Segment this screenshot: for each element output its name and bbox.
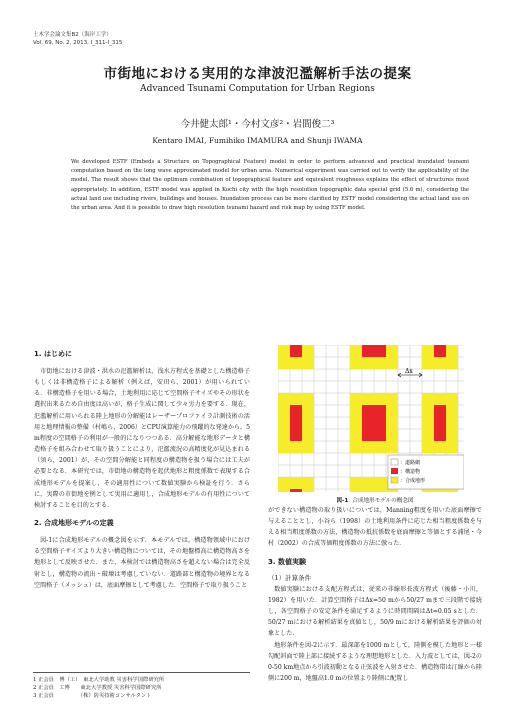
footnote-3: 3 正会員 （株）防災技術コンサルタント	[33, 693, 152, 699]
section-3-heading: 3. 数値実験	[268, 557, 306, 566]
dx-label: Δx	[405, 368, 413, 375]
figure-legend	[388, 455, 464, 489]
section-3-paragraph-1: 数値実験における支配方程式は，従来の非線形長波方程式（後藤・小川，1982）を用いた．計算空間格子はΔx=50 mから50/27 mまで三段階で接続し，各空間格子の安定条件を満足するように時間間隔はΔt=0.05 sとした．50/27 mにおける解析結果を真値とし，50/9 mにおける解析結果を評価の対象とした．	[268, 585, 482, 638]
section-3-subheading: （1）計算条件	[268, 573, 312, 582]
footnotes	[33, 676, 250, 700]
right-paragraph-continued: ができない構造物の取り扱いについては，Manning粗度を用いた底面摩擦で与えることとし，小谷ら（1998）の土地利用条件に応じた相当粗度係数を与える相当粗度係数の方法，構造物の抵抗係数を底面摩擦と等価とする浦尾・今村（2002）の合成等価粗度係数の方法に倣った．	[268, 507, 482, 548]
legend-road-swatch	[391, 459, 398, 465]
figure-1-diagram	[278, 345, 464, 492]
footnote-2: 2 正会員 工博 東北大学教授 災害科学国際研究所	[33, 685, 162, 691]
paper-title-ja: 市街地における実用的な津波氾濫解析手法の提案	[103, 66, 412, 82]
paper-title-en: Advanced Tsunami Computation for Urban Regions	[140, 84, 375, 94]
section-2-paragraph: 図-1に合成地形モデルの概念図を示す．本モデルでは，構造物領域中における空間格子サイズより大きい構造物については，その地盤標高に構造物高さを地形として反映させた．また，本検討では構造物高さを超えない場合は完全反射とし，構造物の流出・破壊は考慮していない．道路部と構造物の境界となる空間格子（メッシュ）は，底面摩擦として考慮した．空間格子で取り扱うこと	[34, 537, 250, 589]
legend-composite: ：合成地形	[400, 478, 426, 484]
abstract: We developed ESTF (Embeds a Structure on Topographical Feature) model in order to perform advanced and practical inundated tsunami computation based on the long wave approximated model for urban area. Numerical experiment was carried out to verify the applicability of the model. The result shows that the optimum combination of topographical feature and equivalent roughness explains the effect of structures most appropriately. In addition, ESTF model was applied in Kochi city with the high resolution topographic data special grid (5.6 m), considering the actual land use including rivers, buildings and houses. Inundation process can be more clarified by ESTF model considering the actual land use on the urban area. And it is possible to draw high resolution tsunami hazard and risk map by using ESTF model.	[71, 159, 469, 212]
journal-header	[33, 31, 122, 47]
left-column	[34, 346, 250, 591]
section-1-heading: 1. はじめに	[34, 350, 72, 358]
legend-building: ：構造物	[400, 469, 421, 475]
right-column	[268, 505, 482, 684]
authors-en: Kentaro IMAI, Fumihiko IMAMURA and Shunji IWAMA	[152, 136, 363, 145]
section-3-paragraph-2: 地形条件を図-2に示す．最深部を1000 mとして，陸側を模した地形と一様勾配斜面で陸上部に接続するような理想地形とした．入力波としては，図-2の0-50 km地点から引波初動となる正弦波を入射させた．構造物帯は汀線から陸側に200 m，地盤高1.0 mの位置より陸側に配置し	[268, 641, 483, 683]
footnote-rule	[33, 672, 250, 673]
journal-name: 土木学会論文集B2（海岸工学）	[33, 32, 112, 38]
figure-label: 図-1	[336, 498, 349, 504]
legend-road: ：道路網	[400, 460, 421, 466]
authors-ja: 今井健太郎¹・今村文彦²・岩間俊二³	[180, 119, 335, 130]
section-2-heading: 2. 合成地形モデルの定義	[34, 519, 114, 528]
figure-caption-text: 合成地形モデルの概念図	[352, 498, 414, 504]
section-1-paragraph: 市街地における津波・洪水の氾濫解析は，浅水方程式を基礎とした構造格子もしくは非構造格子による解析（例えば，安田ら，2001）が用いられている．非構造格子を用いる場合，土地利用に応じて空間格子サイズやその形状を選択出来るため自由度は高いが，格子生成に関して少々労力を要する．現在，氾濫解析に用いられる陸上地形の分解能はレーザープロファイラ計測技術の活用と地理情報の整備（村嶋ら，2006）とCPU演算能力の飛躍的な発達から，5 m程度の空間格子の利用が一般的になりつつある．高分解能な地形データと構造格子を組み合わせて取り扱うことにより，氾濫流況の高精度化が見込まれる（須ら，2001）が，その空間分解能と同程度の構造物を扱う場合には工夫が必要となる．本研究では，市街地の構造物を起伏地形と粗度係数で表現する合成地形モデルを提案し，その適用性について数値実験から検証を行う．さらに，実際の市街地を例として実用に適用し，合成地形モデルの有用性について検討することを目的とする．	[34, 368, 250, 509]
legend-building-swatch	[391, 468, 398, 474]
legend-composite-swatch	[391, 477, 398, 483]
figure-1-caption	[268, 496, 482, 504]
journal-volume: Vol. 69, No. 2, 2013, I_311-I_315	[33, 40, 123, 46]
footnote-1: 1 正会員 博（工） 東北大学助教 災害科学国際研究所	[33, 677, 165, 683]
